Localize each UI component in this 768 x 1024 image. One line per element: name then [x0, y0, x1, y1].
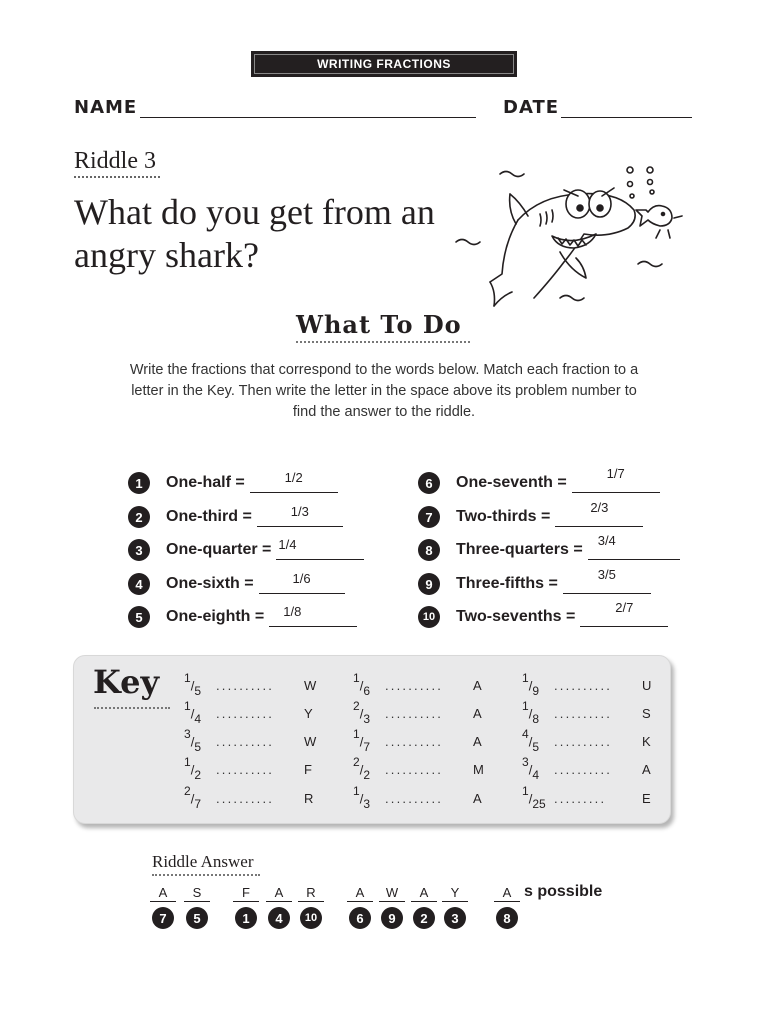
key-numerator: 2	[184, 783, 191, 798]
key-letter: A	[473, 790, 482, 806]
fraction-slash: /	[190, 705, 195, 721]
key-leader-dots: ..........	[554, 677, 613, 693]
key-letter: A	[473, 733, 482, 749]
answer-letter[interactable]: A	[411, 884, 437, 902]
key-denominator: 2	[194, 768, 201, 783]
shark-illustration-icon	[448, 158, 698, 328]
answer-letter[interactable]: W	[379, 884, 405, 902]
key-numerator: 3	[184, 726, 191, 741]
answer-value: 2/3	[590, 499, 609, 515]
answer-number-badge: 7	[152, 907, 174, 929]
key-fraction	[184, 783, 216, 812]
key-denominator: 5	[532, 740, 539, 755]
key-numerator: 1	[184, 754, 191, 769]
problem-words: One-sixth =	[166, 575, 254, 592]
riddle-answer-underline	[152, 874, 260, 876]
key-entry	[184, 670, 320, 699]
problem-8	[418, 532, 680, 562]
worksheet-header: WRITING FRACTIONS	[251, 51, 517, 77]
key-denominator: 7	[363, 740, 370, 755]
problem-number-badge: 1	[128, 472, 150, 494]
answer-number-badge: 1	[235, 907, 257, 929]
key-fraction	[353, 670, 385, 699]
fraction-slash: /	[359, 761, 364, 777]
problem-number-badge: 6	[418, 472, 440, 494]
key-fraction	[522, 783, 554, 812]
key-fraction	[522, 670, 554, 699]
problem-number-badge: 2	[128, 506, 150, 528]
answer-number-badge: 8	[496, 907, 518, 929]
riddle-underline	[74, 176, 160, 178]
answer-value: 3/4	[597, 532, 616, 548]
key-fraction	[353, 698, 385, 727]
key-numerator: 1	[353, 726, 360, 741]
key-entry	[522, 698, 658, 727]
problem-2	[128, 505, 343, 529]
answer-blank[interactable]	[563, 566, 651, 594]
answer-value: 1/4	[278, 536, 297, 552]
key-denominator: 8	[532, 712, 539, 727]
problem-7	[418, 499, 643, 529]
key-fraction	[522, 754, 554, 783]
key-fraction	[184, 754, 216, 783]
key-letter: W	[304, 733, 317, 749]
key-numerator: 4	[522, 726, 529, 741]
fraction-slash: /	[359, 790, 364, 806]
key-letter: F	[304, 761, 312, 777]
fraction-slash: /	[190, 790, 195, 806]
problem-number-badge: 9	[418, 573, 440, 595]
key-numerator: 1	[184, 698, 191, 713]
fraction-slash: /	[528, 790, 533, 806]
fraction-slash: /	[190, 761, 195, 777]
key-leader-dots: ..........	[216, 761, 275, 777]
key-fraction	[353, 726, 385, 755]
key-numerator: 1	[353, 670, 360, 685]
key-leader-dots: ..........	[216, 790, 275, 806]
fraction-slash: /	[528, 705, 533, 721]
problem-words: Three-quarters =	[456, 541, 583, 558]
problem-words: One-seventh =	[456, 474, 567, 491]
key-leader-dots: ..........	[554, 705, 613, 721]
key-entry	[184, 698, 320, 727]
key-numerator: 3	[522, 754, 529, 769]
problem-words: Two-thirds =	[456, 508, 551, 525]
key-entry	[522, 783, 658, 812]
key-leader-dots: ..........	[216, 677, 275, 693]
fraction-slash: /	[359, 677, 364, 693]
answer-value: 3/5	[597, 566, 616, 582]
key-numerator: 2	[353, 754, 360, 769]
problem-10	[418, 599, 668, 629]
problem-words: One-quarter =	[166, 541, 272, 558]
answer-value: 1/3	[290, 503, 309, 519]
key-leader-dots: ..........	[385, 733, 444, 749]
name-label: NAME	[74, 97, 138, 118]
key-fraction	[353, 783, 385, 812]
key-letter: W	[304, 677, 317, 693]
answer-value: 1/6	[292, 570, 311, 586]
answer-value: 1/7	[606, 465, 625, 481]
answer-value: 1/2	[284, 469, 303, 485]
key-letter: E	[642, 790, 651, 806]
key-entry	[353, 726, 489, 755]
answer-blank[interactable]	[580, 599, 668, 627]
key-denominator: 3	[363, 797, 370, 812]
name-line[interactable]	[140, 117, 476, 118]
problem-4	[128, 572, 345, 596]
problem-6	[418, 465, 660, 495]
answer-letter[interactable]: S	[184, 884, 210, 902]
answer-letter[interactable]: A	[347, 884, 373, 902]
key-letter: A	[473, 677, 482, 693]
key-numerator: 2	[353, 698, 360, 713]
instructions-text: Write the fractions that correspond to the words below. Match each fraction to a letter in the Key. Then write the letter in the space above its problem number to find the answer to the riddle.	[129, 362, 639, 420]
answer-number-badge: 6	[349, 907, 371, 929]
answer-letter[interactable]: R	[298, 884, 324, 902]
key-leader-dots: ..........	[216, 705, 275, 721]
date-label: DATE	[503, 97, 560, 118]
fraction-slash: /	[528, 677, 533, 693]
key-leader-dots: ..........	[385, 790, 444, 806]
answer-letter[interactable]: Y	[442, 884, 468, 902]
key-numerator: 1	[184, 670, 191, 685]
key-fraction	[353, 754, 385, 783]
answer-value: 2/7	[615, 599, 634, 615]
answer-number-badge: 9	[381, 907, 403, 929]
key-letter: M	[473, 761, 484, 777]
answer-blank[interactable]	[588, 532, 680, 560]
key-letter: A	[473, 705, 482, 721]
key-leader-dots: ..........	[385, 705, 444, 721]
key-numerator: 1	[522, 698, 529, 713]
key-fraction	[184, 698, 216, 727]
fraction-slash: /	[528, 733, 533, 749]
answer-letter[interactable]: A	[494, 884, 520, 902]
key-letter: K	[642, 733, 651, 749]
answer-blank[interactable]	[572, 465, 660, 493]
answer-number-badge: 4	[268, 907, 290, 929]
answer-value: 1/8	[283, 603, 302, 619]
answer-blank[interactable]	[276, 536, 364, 560]
fraction-slash: /	[528, 761, 533, 777]
problem-words: One-eighth =	[166, 608, 265, 625]
problem-words: One-half =	[166, 474, 245, 491]
key-entry	[184, 754, 320, 783]
fraction-slash: /	[359, 705, 364, 721]
answer-blank[interactable]	[257, 503, 343, 527]
key-numerator: 1	[353, 783, 360, 798]
riddle-question: What do you get from an angry shark?	[74, 192, 435, 275]
problem-5	[128, 605, 357, 629]
answer-letter[interactable]: A	[150, 884, 176, 902]
answer-blank[interactable]	[259, 570, 345, 594]
key-leader-dots: ..........	[554, 733, 613, 749]
key-letter: A	[642, 761, 651, 777]
fraction-slash: /	[359, 733, 364, 749]
answer-number-badge: 5	[186, 907, 208, 929]
key-fraction	[522, 698, 554, 727]
problem-number-badge: 7	[418, 506, 440, 528]
key-leader-dots: ..........	[554, 761, 613, 777]
key-denominator: 7	[194, 797, 201, 812]
key-leader-dots: ..........	[385, 761, 444, 777]
problem-number-badge: 10	[418, 606, 440, 628]
answer-letter[interactable]: A	[266, 884, 292, 902]
key-denominator: 2	[363, 768, 370, 783]
key-entry	[184, 726, 320, 755]
key-denominator: 9	[532, 684, 539, 699]
key-denominator: 25	[532, 797, 546, 812]
answer-suffix: s possible	[524, 883, 603, 900]
answer-number-badge: 2	[413, 907, 435, 929]
problem-3	[128, 538, 364, 562]
key-entry	[353, 698, 489, 727]
problem-number-badge: 4	[128, 573, 150, 595]
fraction-slash: /	[190, 733, 195, 749]
key-leader-dots: .........	[554, 790, 607, 806]
key-entry	[353, 670, 489, 699]
answer-blank[interactable]	[250, 469, 338, 493]
key-leader-dots: ..........	[385, 677, 444, 693]
key-entry	[184, 783, 320, 812]
problem-words: Three-fifths =	[456, 575, 558, 592]
key-leader-dots: ..........	[216, 733, 275, 749]
key-fraction	[184, 670, 216, 699]
answer-blank[interactable]	[269, 603, 357, 627]
key-entry	[353, 754, 489, 783]
answer-number-badge: 3	[444, 907, 466, 929]
key-underline	[94, 707, 170, 709]
key-entry	[522, 754, 658, 783]
key-letter: Y	[304, 705, 313, 721]
problem-1	[128, 471, 338, 495]
problem-words: Two-sevenths =	[456, 608, 576, 625]
riddle-answer-label: Riddle Answer	[152, 852, 254, 871]
problem-words: One-third =	[166, 508, 252, 525]
what-to-do-underline	[296, 341, 470, 343]
key-entry	[353, 783, 489, 812]
key-denominator: 4	[532, 768, 539, 783]
problem-number-badge: 8	[418, 539, 440, 561]
riddle-label: Riddle 3	[74, 148, 156, 174]
key-denominator: 5	[194, 740, 201, 755]
key-entry	[522, 726, 658, 755]
key-fraction	[522, 726, 554, 755]
key-denominator: 6	[363, 684, 370, 699]
answer-blank[interactable]	[555, 499, 643, 527]
date-line[interactable]	[561, 117, 692, 118]
key-numerator: 1	[522, 783, 529, 798]
key-letter: S	[642, 705, 651, 721]
key-numerator: 1	[522, 670, 529, 685]
key-letter: U	[642, 677, 652, 693]
fraction-slash: /	[190, 677, 195, 693]
key-denominator: 4	[194, 712, 201, 727]
key-denominator: 5	[194, 684, 201, 699]
key-entry	[522, 670, 658, 699]
answer-letter[interactable]: F	[233, 884, 259, 902]
what-to-do-heading: What To Do	[296, 310, 462, 339]
problem-number-badge: 5	[128, 606, 150, 628]
key-denominator: 3	[363, 712, 370, 727]
answer-number-badge: 10	[300, 907, 322, 929]
key-fraction	[184, 726, 216, 755]
key-title: Key	[93, 663, 160, 701]
key-letter: R	[304, 790, 314, 806]
problem-number-badge: 3	[128, 539, 150, 561]
problem-9	[418, 566, 651, 596]
